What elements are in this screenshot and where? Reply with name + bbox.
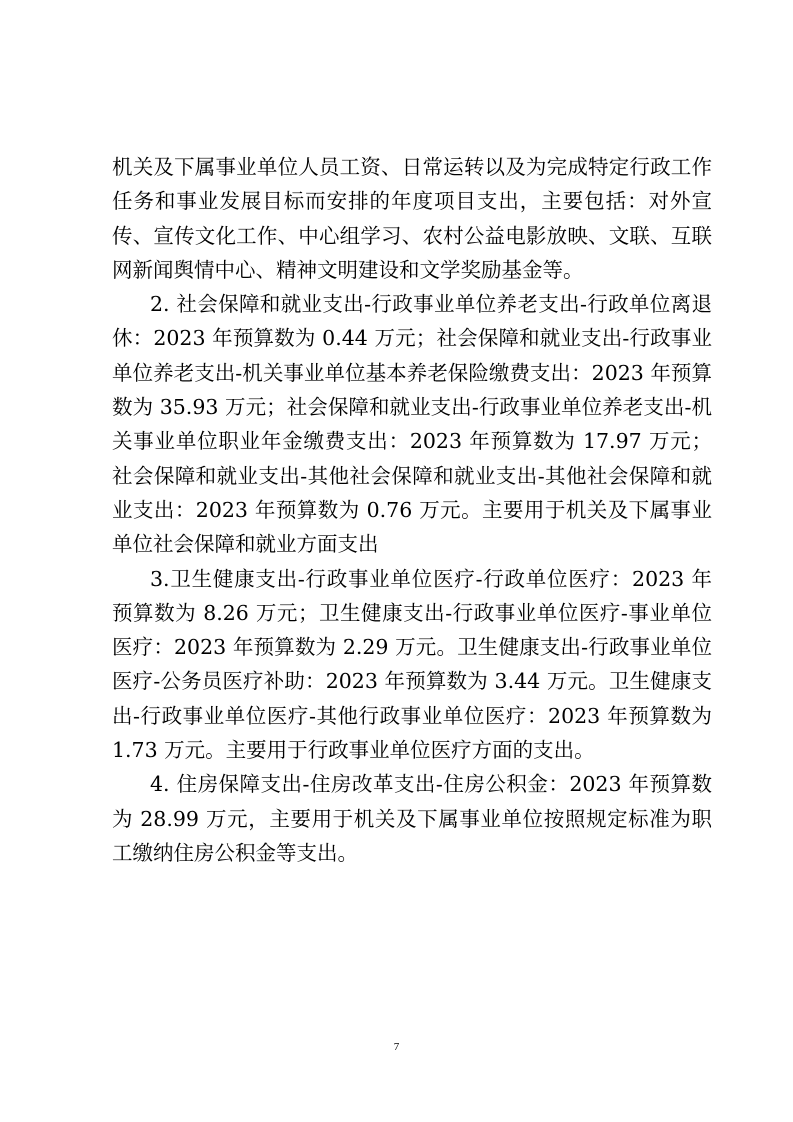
paragraph-continuation: 机关及下属事业单位人员工资、日常运转以及为完成特定行政工作任务和事业发展目标而安排的年度项目支出，主要包括：对外宣传、宣传文化工作、中心组学习、农村公益电影放映、文联、互联网新闻舆情中心、精神文明建设和文学奖励基金等。 [112,155,712,282]
paragraph-health-expenditure: 3.卫生健康支出-行政事业单位医疗-行政单位医疗：2023 年预算数为 8.26 万元；卫生健康支出-行政事业单位医疗-事业单位医疗：2023 年预算数为 2.29 万元。卫生健康支出-行政事业单位医疗-公务员医疗补助：2023 年预算数为 3.44 万元。卫生健康支出-行政事业单位医疗-其他行政事业单位医疗：2023 年预算数为 1.73 万元。主要用于行政事业单位医疗方面的支出。 [112,566,712,763]
page-number: 7 [393,1041,400,1053]
document-body [112,150,712,870]
paragraph-housing-expenditure: 4. 住房保障支出-住房改革支出-住房公积金：2023 年预算数为 28.99 万元，主要用于机关及下属事业单位按照规定标准为职工缴纳住房公积金等支出。 [112,772,712,865]
paragraph-social-security-expenditure: 2. 社会保障和就业支出-行政事业单位养老支出-行政单位离退休：2023 年预算数为 0.44 万元；社会保障和就业支出-行政事业单位养老支出-机关事业单位基本养老保险缴费支出：2023 年预算数为 35.93 万元；社会保障和就业支出-行政事业单位养老支出-机关事业单位职业年金缴费支出：2023 年预算数为 17.97 万元；社会保障和就业支出-其他社会保障和就业支出-其他社会保障和就业支出：2023 年预算数为 0.76 万元。主要用于机关及下属事业单位社会保障和就业方面支出 [112,292,712,557]
